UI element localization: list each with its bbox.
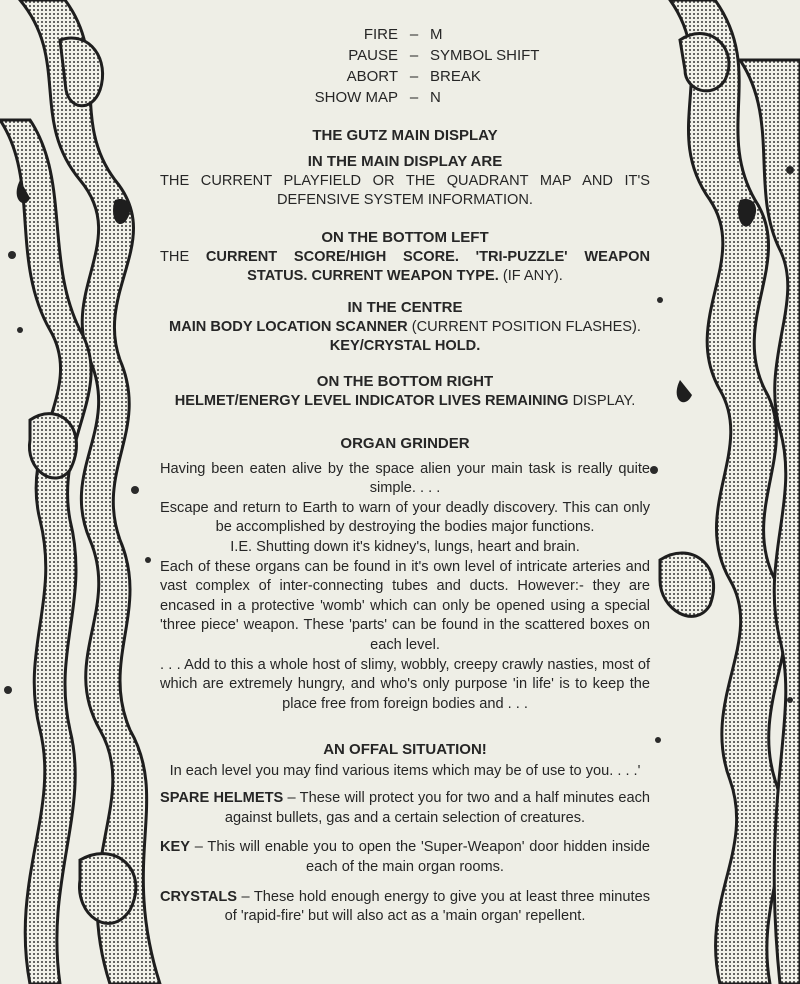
section-heading: ON THE BOTTOM RIGHT [316,373,494,390]
main-display-title: THE GUTZ MAIN DISPLAY [312,127,498,144]
text-bold: CURRENT SCORE/HIGH SCORE. 'TRI-PUZZLE' WEAPON STATUS. CURRENT WEAPON TYPE. [205,248,650,285]
control-key: ABORT [346,68,398,85]
offal-intro: In each level you may find various items which may be of use to you. . . .' [169,762,641,779]
organ-grinder-title: ORGAN GRINDER [340,435,470,452]
paragraph: Escape and return to Earth to warn of your deadly discovery. This can only be accomplished by destroying the bodies major functions. [160,499,650,536]
item-spare-helmets [160,789,650,828]
section-heading: IN THE CENTRE [347,299,463,316]
section-heading: ON THE BOTTOM LEFT [321,229,489,246]
text-bold: MAIN BODY LOCATION SCANNER [169,318,408,335]
control-dash: – [409,68,419,85]
left-vine-illustration [0,0,170,984]
item-crystals [160,888,650,927]
control-dash: – [409,89,419,106]
item-text: – This will enable you to open the 'Super-Weapon' door hidden inside each of the main organ rooms. [194,839,650,875]
paragraph: Each of these organs can be found in it's own level of intricate arteries and vast complex of inter-connecting tubes and ducts. However:- they are encased in a protective 'womb' which can only be opened using a special 'three piece' weapon. These 'parts' can be found in the scattered boxes on each level. [160,558,650,653]
section-text [160,248,650,287]
section-text [160,392,650,412]
right-vine-illustration [640,0,800,984]
main-display-block-2 [160,228,650,287]
control-value: SYMBOL SHIFT [430,47,540,64]
item-text: – These will protect you for two and a half minutes each against bullets, gas and a certain selection of creatures. [224,790,650,826]
paragraph: I.E. Shutting down it's kidney's, lungs, heart and brain. [230,538,580,555]
item-name: CRYSTALS [160,888,238,905]
main-display-section [160,126,650,146]
control-row [290,66,539,87]
text-tail: (IF ANY). [502,268,563,285]
control-key: FIRE [363,26,398,43]
section-text: THE CURRENT PLAYFIELD OR THE QUADRANT MAP AND IT'S DEFENSIVE SYSTEM INFORMATION. [160,172,650,209]
control-value: BREAK [430,68,481,85]
offal-section [160,740,650,927]
control-value: M [430,26,443,43]
organ-grinder-section [160,434,650,714]
control-key: SHOW MAP [314,89,398,106]
control-dash: – [409,47,419,64]
text-the: THE [160,248,190,265]
controls-list [290,24,539,108]
section-text-bold: KEY/CRYSTAL HOLD. [329,338,481,355]
main-display-block-4 [160,372,650,411]
paragraph: . . . Add to this a whole host of slimy, wobbly, creepy crawly nasties, most of which are extremely hungry, and who's only purpose 'in life' is to keep the place free from foreign bodies and . . . [160,656,650,712]
main-display-block-3 [160,298,650,357]
control-value: N [430,89,441,106]
item-name: SPARE HELMETS [160,790,284,807]
main-display-block-1 [160,152,650,211]
control-row [290,87,539,108]
paragraph: Having been eaten alive by the space alien your main task is really quite simple. . . . [160,460,650,497]
control-row [290,45,539,66]
item-key [160,838,650,877]
offal-title: AN OFFAL SITUATION! [323,741,487,758]
text-tail: DISPLAY. [572,392,636,409]
text-tail: (CURRENT POSITION FLASHES). [411,318,641,335]
control-key: PAUSE [348,47,398,64]
item-text: – These hold enough energy to give you at least three minutes of 'rapid-fire' but will also act as a 'main organ' repellent. [224,888,650,925]
item-name: KEY [160,839,191,856]
control-dash: – [409,26,419,43]
section-heading: IN THE MAIN DISPLAY ARE [307,153,503,170]
text-bold: HELMET/ENERGY LEVEL INDICATOR LIVES REMAINING [174,392,569,409]
section-text [160,318,650,338]
control-row [290,24,539,45]
